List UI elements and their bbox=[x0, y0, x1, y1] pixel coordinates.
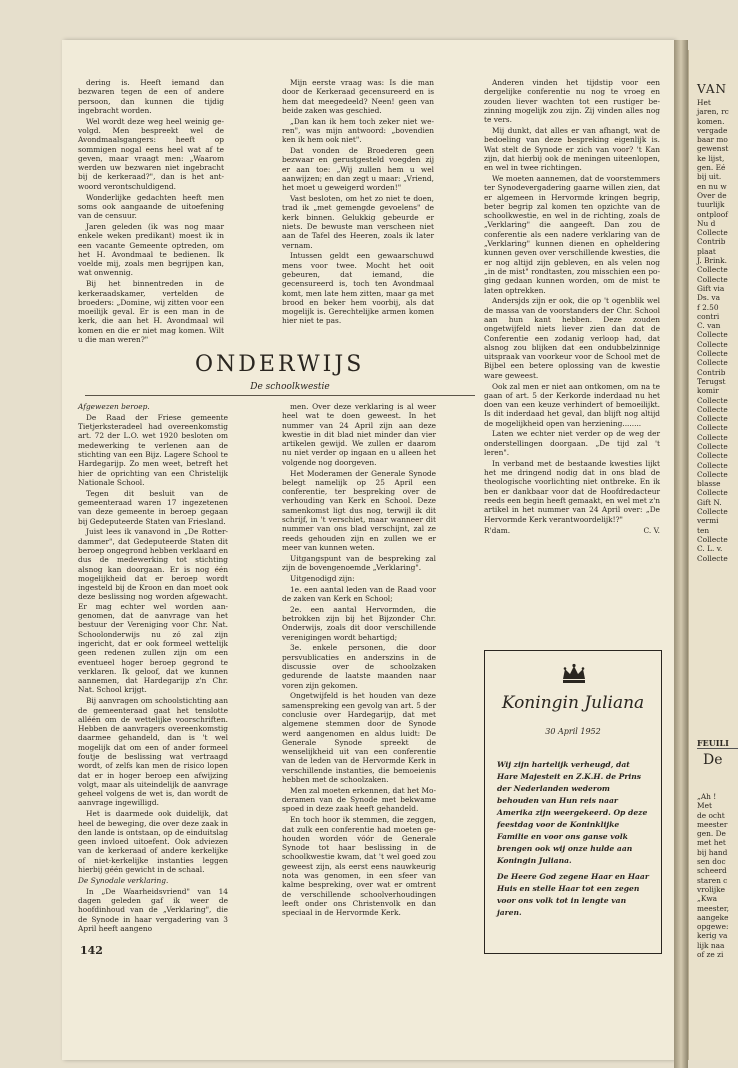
right-page-line: ten bbox=[697, 525, 710, 535]
paragraph: De Heere God zegene Haar en Haar Huis en stelle Haar tot een zegen voor ons volk tot in lengte van jaren. bbox=[497, 872, 649, 917]
right-page-line: Gift N. bbox=[697, 497, 722, 507]
top-column-1 bbox=[78, 78, 224, 346]
feuilleton-line: kerig va bbox=[697, 931, 728, 941]
right-page-line: en nu w bbox=[697, 181, 727, 191]
right-page-line: ke lijst, bbox=[697, 153, 725, 163]
right-page-line: Collecte bbox=[697, 441, 728, 451]
right-page-line: bij uit. bbox=[697, 172, 722, 182]
crown-icon bbox=[561, 663, 587, 685]
top-column-2 bbox=[282, 78, 434, 327]
right-page-line: Nu d bbox=[697, 218, 716, 228]
paragraph: Uitgenodigd zijn: bbox=[290, 573, 355, 583]
signoff-place: R'dam. bbox=[484, 525, 511, 535]
paragraph: Wonderlijke gedachten heeft men soms ook aangaande de uitoefening van de censuur. bbox=[78, 192, 224, 221]
right-page-line: gewenst bbox=[697, 144, 729, 154]
section-title: ONDERWIJS bbox=[195, 352, 365, 377]
feuilleton-line: scheerd bbox=[697, 866, 727, 876]
box-title: Koningin Juliana bbox=[501, 693, 645, 713]
feuilleton-line: meester bbox=[697, 819, 728, 829]
right-page-line: ontploof bbox=[697, 209, 728, 219]
paragraph: men. Over deze verklaring is al weer heel wat te doen geweest. In het nummer van 24 April zijn aan deze kwestie in dit blad niet minder dan vier artikelen gewijd. We zullen er daarom nu niet verder op ingaan en u alleen het volgende nog doorgeven. bbox=[282, 402, 436, 467]
right-page-line: Collecte bbox=[697, 358, 728, 368]
feuilleton-line: de ocht bbox=[697, 810, 725, 820]
right-page-line: blasse bbox=[697, 479, 721, 489]
right-page-line: Collecte bbox=[697, 553, 728, 563]
right-page-line: vergade bbox=[697, 125, 728, 135]
right-page-line: vermi bbox=[697, 516, 719, 526]
feuilleton-title: De bbox=[703, 752, 723, 768]
right-page-line: Contrib bbox=[697, 237, 726, 247]
paragraph: 1e. een aantal leden van de Raad voor de zaken van Kerk en School; bbox=[282, 584, 436, 603]
paragraph: Ook zal men er niet aan ontkomen, om na te gaan of art. 5 der Kerkorde inderdaad nu het doen van een keuze verhindert of bemoeilijkt. Is dit inderdaad het geval, dan blijft nog altijd de mogelijkheid open van herziening........ bbox=[484, 381, 660, 428]
feuilleton-line: „Kwa bbox=[697, 894, 718, 904]
right-page-line: Contrib bbox=[697, 367, 726, 377]
paragraph: Het Moderamen der Generale Synode belegt namelijk op 25 April een conferentie, ter bespreking over de verhouding van Kerk en School. Deze samenkomst ligt dus nog, terwijl ik dit schrijf, in 't verschiet, maar wanneer dit nummer van ons blad verschijnt, zal ze reeds gehouden zijn en zullen we er meer van kunnen weten. bbox=[282, 468, 436, 552]
right-page-line: f 2.50 bbox=[697, 302, 719, 312]
right-page-line: Collecte bbox=[697, 404, 728, 414]
right-page bbox=[688, 50, 738, 1060]
bottom-column-1 bbox=[78, 402, 228, 935]
paragraph: Ongetwijfeld is het houden van deze samenspreking een gevolg van art. 5 der conclusie over Hardegarijp, dat met algemene stemmen door de Synode werd aangenomen en aldus luidt: De Generale Synode spreekt de wenselijkheid uit van een conferentie van de leden van de Hervormde Kerk in verschillende instanties, die bemoeienis hebben met de schoolzaken. bbox=[282, 691, 436, 785]
paragraph: Intussen geldt een gewaarschuwd mens voor twee. Mocht het ooit gebeuren, dat iemand, die gecensureerd is, toch ten Avondmaal komt, men late hem zitten, maar ga met brood en beker hem voorbij, als dat mogelijk is. Gerechtelijke armen komen hier niet te pas. bbox=[282, 251, 434, 326]
paragraph: Anderen vinden het tijdstip voor een dergelijke conferentie nu nog te vroeg en zouden liever wachten tot een rustiger bezinning mogelijk zou zijn. Zij vinden alles nog te vers. bbox=[484, 78, 660, 125]
paragraph: In „De Waarheidsvriend" van 14 dagen geleden gaf ik weer de hoofdinhoud van de „Verklaring", die de Synode in haar vergadering van 3 April heeft aangeno bbox=[78, 886, 228, 933]
right-page-line: Collecte bbox=[697, 507, 728, 517]
paragraph: Uitgangspunt van de bespreking zal zijn de bovengenoemde „Verklaring". bbox=[282, 553, 436, 573]
right-page-line: Collecte bbox=[697, 469, 728, 479]
feuilleton-line: opgewe: bbox=[697, 922, 729, 932]
paragraph: Het is daarmede ook duidelijk, dat heel de beweging, die over deze zaak in den lande is ontstaan, op de einduitslag geen invloed uitoefent. Ook adviezen van de kerkeraad of andere kerkelijke of niet-kerkelijke instanties leggen hierbij géén gewicht in de schaal. bbox=[78, 809, 228, 875]
right-page-line: Collecte bbox=[697, 432, 728, 442]
right-page-line: Collecte bbox=[697, 395, 728, 405]
right-page-line: Collecte bbox=[697, 488, 728, 498]
feuilleton-line: sen doc bbox=[697, 857, 726, 867]
feuilleton-line: vrolijke bbox=[697, 884, 726, 894]
paragraph: In verband met de bestaande kwesties lijkt het me dringend nodig dat in ons blad de theologische voorlichting niet ontbreke. En ik ben er dankbaar voor dat de Hoofdredacteur reeds een begin heeft gemaakt, en wel met z'n artikel in het nummer van 24 April over: „De Hervormde Kerk verantwoordelijk!?" bbox=[484, 458, 660, 524]
right-page-line: Collecte bbox=[697, 451, 728, 461]
feuilleton-text bbox=[697, 792, 729, 959]
right-page-line: Terugst bbox=[697, 376, 726, 386]
feuilleton-line: meester, bbox=[697, 903, 729, 913]
box-text bbox=[497, 759, 649, 923]
right-page-line: komir bbox=[697, 386, 719, 396]
signoff-initials: C. V. bbox=[643, 525, 660, 535]
paragraph: 2e. een aantal Hervormden, die betrokken zijn bij het Bijzonder Chr. Onderwijs, zoals dit door verschillende verenigingen wordt behartigd; bbox=[282, 604, 436, 642]
right-page-line: Ds. va bbox=[697, 293, 720, 303]
right-page-line: Collecte bbox=[697, 274, 728, 284]
paragraph: We moeten aannemen, dat de voorstemmers ter Synodevergadering gaarne willen zien, dat er algemeen in Hervormde kringen begrip, beter begrip zal komen ten opzichte van de schoolkwestie, en wel in de richting, zoals de „Verklaring" die aangeeft. Dan zou de conferentie als een nadere verklaring van de „Verklaring" kunnen dienen en opheldering kunnen geven over verschillende kwesties, die er nog altijd zijn gebleven, en als velen nog „in de mist" rondtasten, zou misschien een poging gedaan kunnen worden, om de mist te laten optrekken. bbox=[484, 173, 660, 295]
section-rule bbox=[85, 395, 475, 396]
right-page-line: Gift via bbox=[697, 283, 725, 293]
subheading-synodale-verklaring: De Synodale verklaring. bbox=[78, 875, 169, 885]
right-page-line: Collecte bbox=[697, 423, 728, 433]
right-page-line: C. L. v. bbox=[697, 544, 723, 554]
right-page-heading: VAN bbox=[697, 82, 728, 96]
right-page-line: baar mo bbox=[697, 135, 728, 145]
feuilleton-label: FEUILI bbox=[697, 738, 729, 748]
paragraph: Men zal moeten erkennen, dat het Moderamen van de Synode met bekwame spoed in deze zaak heeft gehandeld. bbox=[282, 785, 436, 814]
right-page-line: Collecte bbox=[697, 265, 728, 275]
right-page-line: C. van bbox=[697, 321, 721, 331]
feuilleton-line: Met bbox=[697, 801, 712, 811]
right-page-line: tuurlijk bbox=[697, 200, 725, 210]
signoff bbox=[484, 526, 660, 535]
top-column-3 bbox=[484, 78, 660, 535]
royal-announcement-box bbox=[484, 650, 662, 954]
paragraph: Jaren geleden (ik was nog maar enkele weken predikant) moest ik in een vacante Gemeente optreden, om het H. Avondmaal te bedienen. Ik voelde mij, zoals men begrijpen kan, wat onwennig. bbox=[78, 221, 224, 278]
paragraph: 3e. enkele personen, die door persvublicaties en anderszins in de discussie over de schoolzaken gedurende de laatste maanden naar voren zijn gekomen. bbox=[282, 643, 436, 690]
paragraph: Dat vonden de Broederen geen bezwaar en gerustgesteld voegden zij er aan toe: „Wij zullen hem u wel aanwijzen; en dan zegt u maar: „Vriend, het moet u geweigerd worden!" bbox=[282, 146, 434, 193]
feuilleton-line: lijk naa bbox=[697, 940, 725, 950]
right-page-line: Collecte bbox=[697, 339, 728, 349]
right-page-line: Collecte bbox=[697, 460, 728, 470]
right-page-line: J. Brink. bbox=[697, 256, 728, 266]
right-page-line: plaat bbox=[697, 246, 716, 256]
feuilleton-rule bbox=[697, 748, 738, 749]
right-page-line: Collecte bbox=[697, 349, 728, 359]
paragraph: Laten we echter niet verder op de weg der onderstellingen doorgaan. „De tijd zal 't leren". bbox=[484, 429, 660, 458]
page-number: 142 bbox=[80, 944, 103, 957]
right-page-line: komen. bbox=[697, 116, 725, 126]
paragraph: Bij het binnentreden in de kerkeraadskamer, vertelden de broeders: „Domine, wij zitten voor een moeilijk geval. Er is een man in de kerk, die aan het H. Avondmaal wil komen en die er niet mag komen. Wilt u die man weren?" bbox=[78, 279, 224, 345]
book-gutter bbox=[674, 40, 688, 1068]
paragraph: „Dan kan ik hem toch zeker niet weren", was mijn antwoord: „bovendien ken ik hem ook niet". bbox=[282, 116, 434, 145]
right-page-line: Over de bbox=[697, 190, 727, 200]
right-page-line: gen. Eé bbox=[697, 163, 726, 173]
paragraph: Mijn eerste vraag was: Is die man door de Kerkeraad gecensureerd en is hem dat meegedeeld? Neen! geen van beide zaken was geschied. bbox=[282, 78, 434, 115]
feuilleton-line: „Ah ! bbox=[697, 792, 717, 801]
paragraph: Bij aanvragen om schoolstichting aan de gemeenteraad gaat het tenslotte alléén om de wettelijke voorschriften. Hebben de aanvragers overeenkomstig daarmee gehandeld, dan is 't wel mogelijk dat om een of ander formeel foutje de beslissing wat vertraagd wordt, of zelfs kan men de risico lopen dat er in hoger beroep een afwijzing volgt, maar als uiteindelijk de aanvrage geheel volgens de wet is, dan wordt de aanvrage ingewilligd. bbox=[78, 696, 228, 808]
paragraph: Mij dunkt, dat alles er van afhangt, wat de bedoeling van deze bespreking eigenlijk is. Wat stelt de Synode er zich van voor? 't Kan zijn, dat hierbij ook de meningen uiteenlopen, en wel in twee richtingen. bbox=[484, 125, 660, 173]
subheading-afgewezen-beroep: Afgewezen beroep. bbox=[78, 402, 150, 411]
right-page-line: contri bbox=[697, 311, 720, 321]
box-date: 30 April 1952 bbox=[545, 727, 601, 736]
right-page-line: Collecte bbox=[697, 228, 728, 238]
paragraph: En toch hoor ik stemmen, die zeggen, dat zulk een conferentie had moeten gehouden worden vóór de Generale Synode tot haar beslissing in de schoolkwestie kwam, dat 't wel goed zou geweest zijn, als eerst eens nauwkeurig nota was genomen, in een sfeer van kalme bespreking, over wat er omtrent de verschillende schoolverhoudingen leeft onder ons Christenvolk en dan speciaal in de Hervormde Kerk. bbox=[282, 815, 436, 918]
section-subtitle: De schoolkwestie bbox=[250, 382, 330, 392]
right-page-line: Collecte bbox=[697, 414, 728, 424]
right-page-line: jaren, rc bbox=[697, 107, 729, 117]
bottom-column-2 bbox=[282, 402, 436, 919]
right-page-text bbox=[697, 98, 729, 563]
right-page-line: Collecte bbox=[697, 534, 728, 544]
feuilleton-line: of ze zi bbox=[697, 950, 724, 960]
paragraph: dering is. Heeft iemand dan bezwaren tegen de een of andere persoon, dan kunnen die tijdig ingebracht worden. bbox=[78, 78, 224, 115]
paragraph: Tegen dit besluit van de gemeenteraad waren 17 ingezetenen van deze gemeente in beroep gegaan bij Gedeputeerde Staten van Friesland. bbox=[78, 488, 228, 526]
right-page-line: Collecte bbox=[697, 330, 728, 340]
paragraph: Vast besloten, om het zo niet te doen, trad ik „met gemengde gevoelens" de kerk binnen. Gelukkig gebeurde er niets. De bewuste man verscheen niet aan de Tafel des Heeren, zoals ik later vernam. bbox=[282, 194, 434, 250]
paragraph: De Raad der Friese gemeente Tietjerksteradeel had overeenkomstig art. 72 der L.O. wet 1920 besloten om medewerking te verlenen aan de stichting van een Bijz. Lagere School te Hardegarijp. Zo men weet, betreft het hier de oprichting van een Christelijk Nationale School. bbox=[78, 412, 228, 487]
paragraph: Wel wordt deze weg heel weinig gevolgd. Men bespreekt wel de Avondmaalsgangers: heeft op sommigen nogal eens heel wat af te geven, maar vraagt men: „Waarom werden uw bezwaren niet ingebracht bij de kerkeraad?", dan is het antwoord verontschuldigend. bbox=[78, 116, 224, 191]
paragraph: Juist lees ik vanavond in „De Rotterdammer", dat Gedeputeerde Staten dit beroep ongegrond hebben verklaard en dus de medewerking tot stichting alsnog kan doorgaan. Er is nog één mogelijkheid dat er beroep wordt ingesteld bij de Kroon en dan moet ook deze beslissing nog worden afgewacht. Er mag echter wel worden aangenomen, dat de aanvrage van het bestuur der Vereniging voor Chr. Nat. Schoolonderwijs nu zó zal zijn ingericht, dat er ook formeel wettelijk geen redenen zullen zijn om een eventueel hoger beroep gegrond te verklaren. Ik geloof, dat we kunnen aannemen, dat Hardegarijp z'n Chr. Nat. School krijgt. bbox=[78, 527, 228, 695]
feuilleton-line: met het bbox=[697, 838, 726, 848]
right-page-line: Het bbox=[697, 98, 711, 107]
paragraph: Andersjds zijn er ook, die op 't ogenblik wel de massa van de voorstanders der Chr. School aan hun kant hebben. Deze zouden ongetwijfeld niets liever zien dan dat de Conferentie een zodanig verloop had, dat alsnog zou blijken dat een ondubbelzinnige uitspraak van voorkeur voor de School met de Bijbel een betere oplossing van de kwestie ware geweest. bbox=[484, 296, 660, 380]
paragraph: Wij zijn hartelijk verheugd, dat Hare Majesteit en Z.K.H. de Prins der Nederlanden wederom behouden van Hun reis naar Amerika zijn weergekeerd. Op deze feestdag voor de Koninklijke Familie en voor ons ganse volk brengen ook wij onze hulde aan Koningin Juliana. bbox=[497, 760, 648, 865]
feuilleton-line: gen. De bbox=[697, 829, 726, 839]
feuilleton-line: bij hand bbox=[697, 847, 728, 857]
feuilleton-line: aangeke bbox=[697, 912, 729, 922]
feuilleton-line: staren c bbox=[697, 875, 728, 885]
